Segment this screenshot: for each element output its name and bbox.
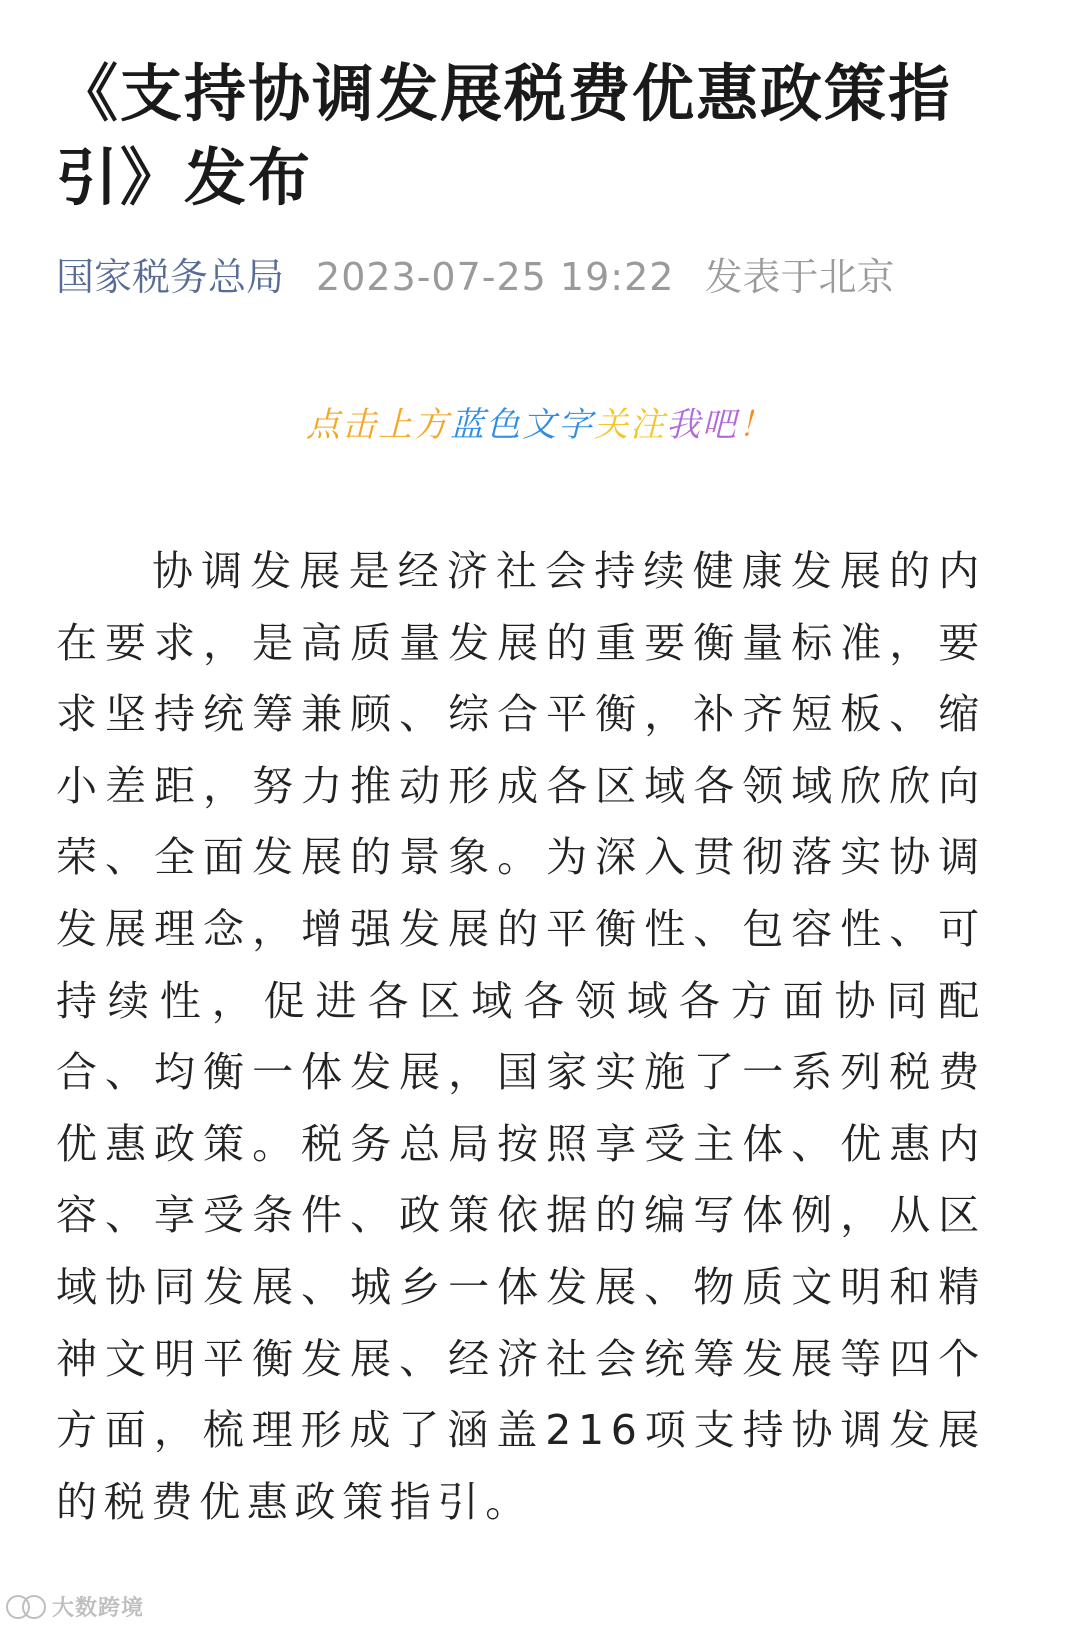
publish-location: 发表于北京 xyxy=(704,255,895,299)
follow-tip-segment: 蓝色文字 xyxy=(450,405,594,445)
author-link[interactable]: 国家税务总局 xyxy=(56,255,285,299)
watermark-text: 大数跨境 xyxy=(52,1596,145,1621)
watermark xyxy=(6,1591,144,1622)
article-title: 《支持协调发展税费优惠政策指引》发布 xyxy=(56,57,953,214)
follow-tip-segment: ！ xyxy=(738,405,774,445)
follow-tip-segment: 我吧 xyxy=(666,405,738,445)
infinity-logo-icon xyxy=(6,1594,46,1620)
follow-tip-segment: 点击上方 xyxy=(306,405,450,445)
publish-date: 2023-07-25 19:22 xyxy=(316,255,675,299)
follow-tip-segment: 关注 xyxy=(594,405,666,445)
article-meta xyxy=(56,252,894,302)
follow-tip-banner xyxy=(0,400,1080,450)
article-body-paragraph: 协调发展是经济社会持续健康发展的内在要求，是高质量发展的重要衡量标准，要求坚持统筹兼顾、综合平衡，补齐短板、缩小差距，努力推动形成各区域各领域欣欣向荣、全面发展的景象。为深入贯彻落实协调发展理念，增强发展的平衡性、包容性、可持续性，促进各区域各领域各方面协同配合、均衡一体发展，国家实施了一系列税费优惠政策。税务总局按照享受主体、优惠内容、享受条件、政策依据的编写体例，从区域协同发展、城乡一体发展、物质文明和精神文明平衡发展、经济社会统筹发展等四个方面，梳理形成了涵盖216项支持协调发展的税费优惠政策指引。 xyxy=(56,547,986,1526)
